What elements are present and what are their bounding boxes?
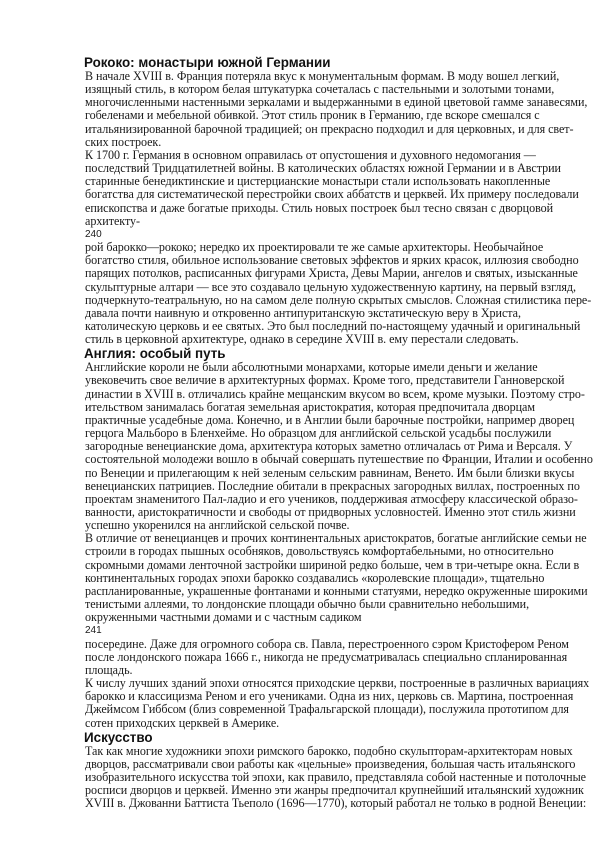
text-line: после лондонского пожара 1666 г., никогда не предусматривалась специально спланированная [85, 649, 568, 664]
text-line: по Венеции и прилегающим к ней зеленым сельским равнинам, Венето. Им были близки вкусы [85, 465, 575, 480]
text-line: увековечить свое величие в архитектурных формах. Кроме того, представители Ганноверской [85, 373, 565, 388]
text-line: сотен приходских церквей в Америке. [85, 715, 280, 730]
text-line: площадь. [85, 662, 133, 677]
section-heading: Рококо: монастыри южной Германии [84, 55, 331, 70]
paragraph [85, 531, 588, 625]
text-line: герцога Мальборо в Бленхейме. Но образцом для английской сельской усадьбы послужили [85, 426, 552, 441]
paragraph [85, 743, 587, 811]
text-line: стиль в церковной архитектуре, однако в середине XVIII в. ему перестали следовать. [85, 332, 519, 347]
text-line: рой барокко—рококо; нередко их проектировали те же самые архитекторы. Необычайное [85, 240, 544, 255]
paragraph [85, 69, 588, 149]
text-line: итальянизированной барочной традицией; он прекрасно подходил и для церковных, и для свет- [85, 121, 574, 136]
text-line: старинные бенедиктинские и цистерцианские монастыри стали использовать накопленные [85, 174, 551, 189]
text-line: XVIII в. Джованни Баттиста Тьеполо (1696—1770), который работал не только в родной Венеции: [85, 796, 587, 811]
text-line: континентальных городах эпохи барокко создавались «королевские площади», тщательно [85, 570, 545, 585]
document-page [84, 55, 593, 811]
text-line: загородные венецианские дома, архитектура которых заметно отличалась от Рима и Версаля. У [85, 439, 573, 454]
text-line: посередине. Даже для огромного собора св. Павла, перестроенного сэром Кристофером Реном [85, 636, 569, 651]
section-heading: Англия: особый путь [84, 346, 226, 362]
text-line: подчеркнуто-театральную, но на самом деле полную скрытых смыслов. Сложная стилистика пере- [85, 292, 592, 307]
text-line: состоятельной молодежи вошло в обычай совершать путешествие по Франции, Италии и особенно [85, 452, 593, 467]
text-line: католическую церковь и ее святых. Это был последний по-настоящему удачный и оригинальный [85, 318, 581, 333]
text-line: последствий Тридцатилетней войны. В католических областях южной Германии и в Австрии [85, 161, 561, 176]
text-line: династии в XVIII в. отличались крайне мещанским вкусом во всем, кроме музыки. Поэтому стро- [85, 386, 585, 401]
text-line: В отличие от венецианцев и прочих континентальных аристократов, богатые английские семьи не [85, 531, 587, 546]
text-line: успешно укоренился на английской сельской почве. [85, 518, 350, 533]
text-line: гобеленами и мебельной обивкой. Этот стиль проник в Германию, где вскоре смешался с [85, 108, 540, 123]
text-line: Джеймсом Гиббсом (близ современной Трафальгарской площади), послужила прототипом для [85, 702, 569, 717]
text-line: ских построек. [85, 134, 162, 149]
text-line: многочисленными настенными зеркалами и выдержанными в единой цветовой гамме занавесями, [85, 95, 588, 110]
text-line: распланированные, украшенные фонтанами и конными статуями, нередко окруженные широкими [85, 583, 588, 598]
text-line: епископства и даже богатые приходы. Стиль новых построек был тесно связан с дворцовой [85, 200, 554, 215]
text-line: давала почти наивную и откровенно антипуританскую экстатическую веру в Христа, [85, 305, 521, 320]
text-line: скромными домами ленточной застройки шириной редко больше, чем в три-четыре окна. Если в [85, 557, 580, 572]
text-line: барокко и классицизма Реном и его учениками. Одна из них, церковь св. Мартина, построенная [85, 689, 574, 704]
text-line: изобразительного искусства той эпохи, как правило, представляла собой настенные и потолочные [85, 769, 586, 784]
paragraph [85, 147, 579, 228]
text-line: тенистыми аллеями, то лондонские площади обычно были сравнительно небольшими, [85, 597, 530, 612]
paragraph [85, 676, 590, 730]
text-line: богатство стиля, обильное использование световых эффектов и ярких красок, иллюзия свободно [85, 253, 579, 268]
paragraph [85, 636, 569, 677]
text-line: Так как многие художники эпохи римского барокко, подобно скульпторам-архитекторам новых [85, 743, 573, 758]
text-line: венецианских патрициев. Последние обитали в прекрасных загородных виллах, построенных по [85, 478, 580, 493]
text-line: скульптурные алтари — все это создавало цельную художественную картину, на первый взгляд, [85, 279, 576, 294]
paragraph [85, 240, 592, 347]
text-line: окруженными частными домами и с частным садиком [85, 610, 362, 625]
text-line: росписи дворцов и церквей. Именно эти жанры предпочитал крупнейший итальянский художник [85, 783, 584, 798]
text-line: парящих потолков, расписанных фигурами Христа, Девы Марии, ангелов и святых, изысканные [85, 266, 578, 281]
text-line: архитекту- [85, 213, 141, 228]
text-line: проектам знаменитого Пал-ладио и его учеников, поддерживая атмосферу классической образо- [85, 491, 578, 506]
text-line: В начале XVIII в. Франция потеряла вкус к монументальным формам. В моду вошел легкий, [85, 69, 560, 83]
paragraph [85, 360, 593, 533]
text-line: ительством занималась богатая земельная аристократия, которая предпочитала дворцам [85, 399, 535, 414]
text-line: ванности, аристократичности и свободы от придворных условностей. Именно этот стиль жизни [85, 505, 576, 519]
page-number: 241 [85, 625, 102, 637]
text-line: строили в городах пышных особняков, довольствуясь комфортабельными, но относительно [85, 544, 554, 559]
text-line: практичные усадебные дома. Конечно, и в Англии были барочные постройки, например дворец [85, 412, 575, 427]
text-line: изящный стиль, в котором белая штукатурка сочеталась с пастельными и золотыми тонами, [85, 82, 555, 97]
section-heading: Искусство [84, 729, 153, 745]
text-line: дворцов, рассматривали свои работы как «цельные» произведения, большая часть итальянского [85, 756, 576, 771]
text-line: богатства для систематической перестройки своих аббатств и церквей. Их примеру последовали [85, 187, 579, 202]
text-line: К числу лучших зданий эпохи относятся приходские церкви, построенные в различных вариациях [85, 676, 590, 691]
page-number: 240 [85, 228, 102, 240]
text-line: Английские короли не были абсолютными монархами, которые имели деньги и желание [85, 360, 538, 375]
text-line: К 1700 г. Германия в основном оправилась от опустошения и духовного недомогания — [85, 147, 536, 162]
